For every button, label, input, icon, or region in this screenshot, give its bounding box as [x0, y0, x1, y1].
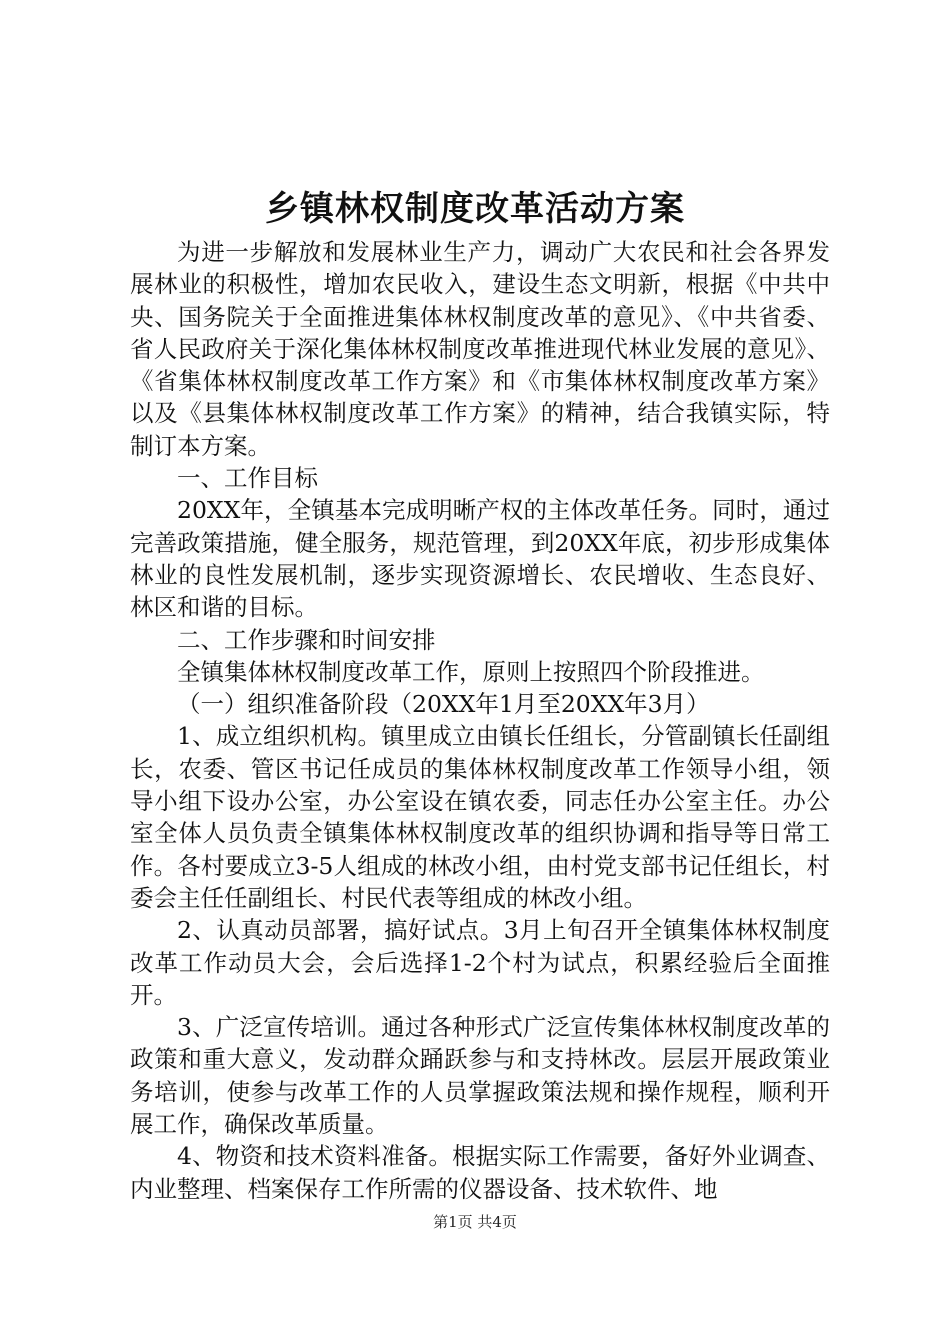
page-number-footer: 第1页 共4页	[433, 1213, 517, 1231]
heading-work-steps: 二、工作步骤和时间安排	[177, 625, 436, 654]
heading-work-goal: 一、工作目标	[177, 464, 318, 493]
paragraph-item-4: 4、物资和技术资料准备。根据实际工作需要，备好外业调查、内业整理、档案保存工作所需的仪器设备、技术软件、地	[130, 1142, 830, 1203]
document-title: 乡镇林权制度改革活动方案	[265, 189, 685, 229]
document-body	[130, 236, 830, 1205]
paragraph-work-goal: 20XX年，全镇基本完成明晰产权的主体改革任务。同时，通过完善政策措施，健全服务，规范管理，到20XX年底，初步形成集体林业的良性发展机制，逐步实现资源增长、农民增收、生态良好、林区和谐的目标。	[130, 496, 830, 622]
paragraph-item-3: 3、广泛宣传培训。通过各种形式广泛宣传集体林权制度改革的政策和重大意义，发动群众踊跃参与和支持林改。层层开展政策业务培训，使参与改革工作的人员掌握政策法规和操作规程，顺利开展工作，确保改革质量。	[130, 1013, 830, 1139]
paragraph-four-stages: 全镇集体林权制度改革工作，原则上按照四个阶段推进。	[177, 657, 765, 686]
paragraph-item-1: 1、成立组织机构。镇里成立由镇长任组长，分管副镇长任副组长，农委、管区书记任成员的集体林权制度改革工作领导小组，领导小组下设办公室，办公室设在镇农委，同志任办公室主任。办公室全体人员负责全镇集体林权制度改革的组织协调和指导等日常工作。各村要成立3-5人组成的林改小组，由村党支部书记任组长，村委会主任任副组长、村民代表等组成的林改小组。	[130, 722, 830, 912]
paragraph-intro: 为进一步解放和发展林业生产力，调动广大农民和社会各界发展林业的积极性，增加农民收入，建设生态文明新，根据《中共中央、国务院关于全面推进集体林权制度改革的意见》、《中共省委、省人民政府关于深化集体林权制度改革推进现代林业发展的意见》、《省集体林权制度改革工作方案》和《市集体林权制度改革方案》以及《县集体林权制度改革工作方案》的精神，结合我镇实际，特制订本方案。	[130, 238, 830, 460]
paragraph-item-2: 2、认真动员部署，搞好试点。3月上旬召开全镇集体林权制度改革工作动员大会，会后选择1-2个村为试点，积累经验后全面推开。	[130, 916, 830, 1009]
subheading-preparation-stage: （一）组织准备阶段（20XX年1月至20XX年3月）	[177, 690, 710, 719]
